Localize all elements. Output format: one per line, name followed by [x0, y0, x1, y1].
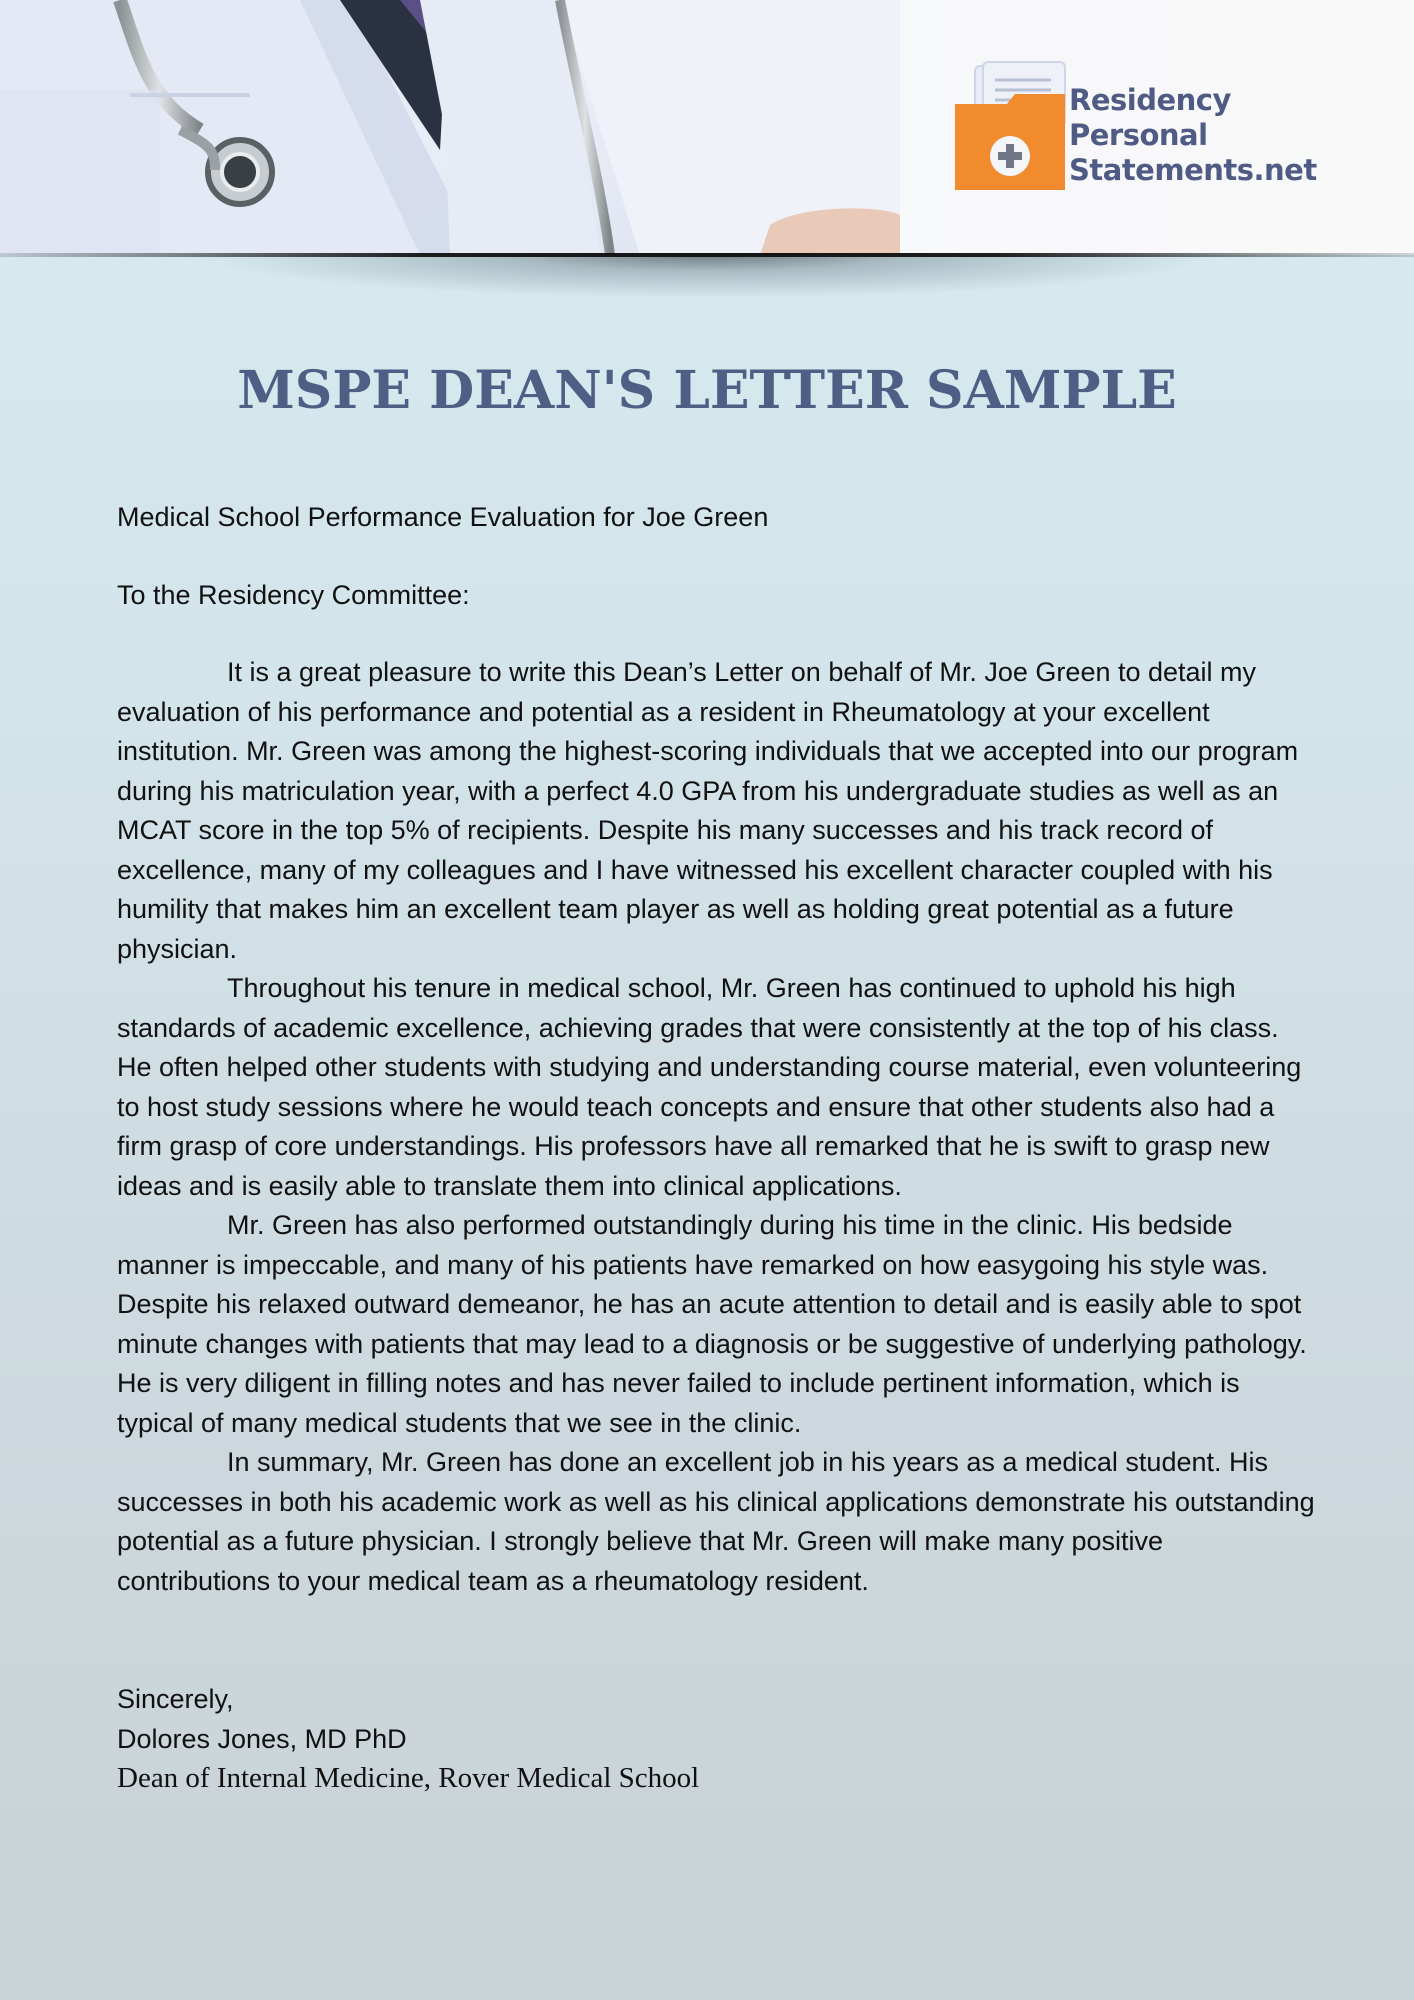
- letter-paragraph-1: It is a great pleasure to write this Dean’s Letter on behalf of Mr. Joe Green to detail my evaluation of his performance and potential as a resident in Rheumatology at your excellent institution. Mr. Green was among the highest-scoring individuals that we accepted into our program during his matriculation year, with a perfect 4.0 GPA from his undergraduate studies as well as an MCAT score in the top 5% of recipients. Despite his many successes and his track record of excellence, many of my colleagues and I have witnessed his excellent character coupled with his humility that makes him an excellent team player as well as holding great potential as a future physician.: [117, 657, 1299, 964]
- letter-subject: Medical School Performance Evaluation for Joe Green: [117, 502, 769, 532]
- letter-paragraph-2: Throughout his tenure in medical school, Mr. Green has continued to uphold his high standards of academic excellence, achieving grades that were consistently at the top of his class. He often helped other students with studying and understanding course material, even volunteering to host study sessions where he would teach concepts and ensure that other students also had a firm grasp of core understandings. His professors have all remarked that he is swift to grasp new ideas and is easily able to translate them into clinical applications.: [117, 973, 1302, 1201]
- header-divider: [0, 253, 1414, 257]
- brand-name-line-3: Statements.net: [1069, 153, 1317, 187]
- page-title: MSPE DEAN'S LETTER SAMPLE: [237, 360, 1177, 421]
- letter-paragraph-4: In summary, Mr. Green has done an excellent job in his years as a medical student. His successes in both his academic work as well as his clinical applications demonstrate his outstanding potential as a future physician. I strongly believe that Mr. Green will make many positive contributions to your medical team as a rheumatology resident.: [117, 1447, 1315, 1596]
- brand-name[interactable]: [1069, 83, 1317, 188]
- doctor-coat-image: [0, 0, 900, 255]
- letter-salutation: To the Residency Committee:: [117, 579, 470, 610]
- header-banner: [0, 0, 1414, 255]
- signer-name: Dolores Jones, MD PhD: [117, 1723, 407, 1754]
- signer-title: Dean of Internal Medicine, Rover Medical School: [117, 1762, 700, 1794]
- brand-name-line-2: Personal: [1069, 118, 1208, 152]
- letter-paragraph-3: Mr. Green has also performed outstandingly during his time in the clinic. His bedside manner is impeccable, and many of his patients have remarked on how easygoing his style was. Despite his relaxed outward demeanor, he has an acute attention to detail and is easily able to spot minute changes with patients that may lead to a diagnosis or be suggestive of underlying pathology. He is very diligent in filling notes and has never failed to include pertinent information, which is typical of many medical students that we see in the clinic.: [117, 1210, 1307, 1438]
- brand-name-line-1: Residency: [1069, 83, 1231, 117]
- letter-closing: Sincerely,: [117, 1684, 234, 1714]
- header-shadow: [0, 253, 1414, 313]
- letter-body: [117, 498, 1317, 1799]
